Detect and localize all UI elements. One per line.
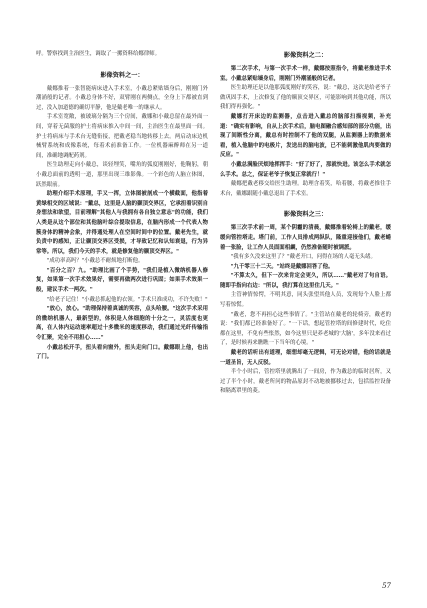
- paragraph: 医生助理还是以他那弧度刚好的笑容，说："戴总，这次是给老爷子做巩固手术，上次修复了他的颞顶交界区，可能影响到其他功能，所以我们得再强化。": [220, 85, 391, 111]
- section-title-3: 影像资料之三：: [283, 211, 328, 219]
- paragraph: "不算太久，但下一次来肯定会更久，所以……"戴老对了句自语。随即手指向右边："所以，我打算在这里住几天。": [220, 273, 391, 289]
- paragraph: 第三次手术前一周，某个阴霾的清晨，戴娜推着轮椅上的戴老，缓缓向管控塔走。塔门前，工作人员排成两纵队，隆重迎接他们，戴老蜷着一张脸，让工作人员面面相觑，仍然准备随时被调派。: [220, 225, 391, 251]
- paragraph: "百分之百？九。"助理比画了个手势，"我们是植入微纳机器人修复，如果第一次手术效果好，需要再做两次进行巩固；如果手术效果一般，建议手术一两次。": [36, 267, 208, 294]
- paragraph: "九千零三十二天。"站终是戴娜回答了他。: [230, 263, 334, 270]
- paragraph: "我有多久没来这里了？"戴老开口，问得在场的人毫无头绪。: [230, 254, 376, 261]
- paragraph: 第二次手术，与第一次手术一样，戴娜按照指令，将戴老推进手术室。小戴总紧贴墙身后，刚刚门外潮涌般的记者。: [220, 66, 391, 82]
- paragraph: 戴老的话听出有道理，细想却毫无逻辑，可无论对错，他的话就是一道圣旨，无人反驳。: [220, 350, 391, 366]
- intro-paragraph: 呼。警察找到主治医生，调取了一摞资料给娜律师。: [36, 51, 160, 57]
- right-column: [220, 50, 391, 397]
- paragraph: "给老子记住！"小戴总抓起他的衣领。"手术只准成功，不许失败！": [46, 296, 208, 303]
- paragraph: 手术室宽敞，被玻璃分隔为三个房间，戴娜和小戴总留在最外面一间，穿着无菌服的护士将病床推入中间一间，主治医生在最里面一间。护士将病床与手术台无缝衔接，把戴老稳当地转移上去。两启动床边机械臂系统和成像系统，每着术前准备工作。一位机器麻醉师在另一道间，准确地调配药剂。: [36, 114, 208, 159]
- section-title-2: 影像资料之二：: [283, 52, 328, 59]
- paragraph: 戴娜把戴老移交给医生助理。助理含着笑，哈着腰，将戴老推往手术台，戴娜跟随小戴总退出了手术室。: [220, 181, 391, 197]
- paragraph: 主管神情惊愕，不明其意，同头张望其他人员，发现每个人脸上都写着惊慌。: [220, 292, 391, 309]
- paragraph: "戴老，您不再担心这些事情了。"主管站在戴老的轮椅旁，戴老的说："我们都已经准备好了。"一下话，想起管控塔的间修建时代，吃住都在这里，不免有些怅然，如今这里只是养老城的'大脑'，多年没来看过了，是时候再来瞧瞧一下当年的心境。": [220, 311, 391, 347]
- paragraph: 医生助理走向小戴总，谈轻埋笑，嘴角的弧度刚刚好，他鞠躬，朝小戴总面前的透明一道，那里出现三维影像。一个彩色的人脑立体图，跃然眼前。: [36, 162, 208, 188]
- left-column: [36, 50, 208, 363]
- section-title-1: 影像资料之一：: [100, 71, 144, 79]
- page-number: 57: [382, 582, 391, 590]
- paragraph: 半个小时后，管控塔里就腾出了一间房，作为戴总的临时居所，又过了半个小时，戴老所问的物品原封不动地被挪移过去，包括监控设备和隔离罩里的菱。: [220, 369, 391, 395]
- paragraph: 助理介绍手术原理，手又一挥，立体图被剖成一个横截面，他指着黄绿相交的区域说："戴总，这里是人脑的颞顶交界区，它承担着识别自身想法和欲望，目前理解"其他人与我拥有各自独立意志"的功能，我们人类是从这个部位和其他脑叶综合提取信息，在脑内形成一个代表人物簇身体的精神会象，并得通处理人在空间时间中的位置。戴老先生，就负责中的感知，正让颞顶交界区受损，才导致记忆和认知衰退，行为异常等。所以，我们今天的手术，就是修复他的颞顶交界区。": [36, 191, 208, 255]
- paragraph: "成功率高吗？"小戴总不耐烦地打断他。: [46, 258, 144, 265]
- paragraph: 小戴总松开手，扭头看向窗外，扭头走向门口。戴娜眼上他，也出了门。: [36, 344, 208, 361]
- paragraph: "放心，放心。"助理保持着真诚的笑容，点头哈腰。"这次手术采用的微纳机器人，最新型的，体积是人体细胞的十分之一，灵活度也更高，在人体内运动速率超过十多微米的速度移动，我们通过光纤传输指令汇聚，完全不用担心……": [36, 306, 208, 342]
- paragraph: 戴娜推着一张智能病床进入手术室，小戴总紧贴墙身后，刚刚门外潮涌般的记者。小戴总身体不好，双臂刚在两侧点，全身上下都被直到过，没入加道德的确切平静，他是戴老唯一的继承人。: [36, 85, 208, 111]
- paragraph: 戴娜打开床边的监测器，点击进入戴总的脑部扫描视频，补充道："确实有影响，自从上次手术后，脑电图融合感知部的部分功能，出现了间断性分离，戴总有时控制不了他的双腿，从监测器上的数据来看，植入他脑中的电极片，发送出的脑电波，已不能刺激他肌肉要做的反应。": [220, 113, 391, 159]
- paragraph: 小戴总满脸厌烦地挥挥手："好了好了，那就快进。该怎么手术就怎么手术。总之，保证老爷子恢复正常就行！": [220, 161, 391, 178]
